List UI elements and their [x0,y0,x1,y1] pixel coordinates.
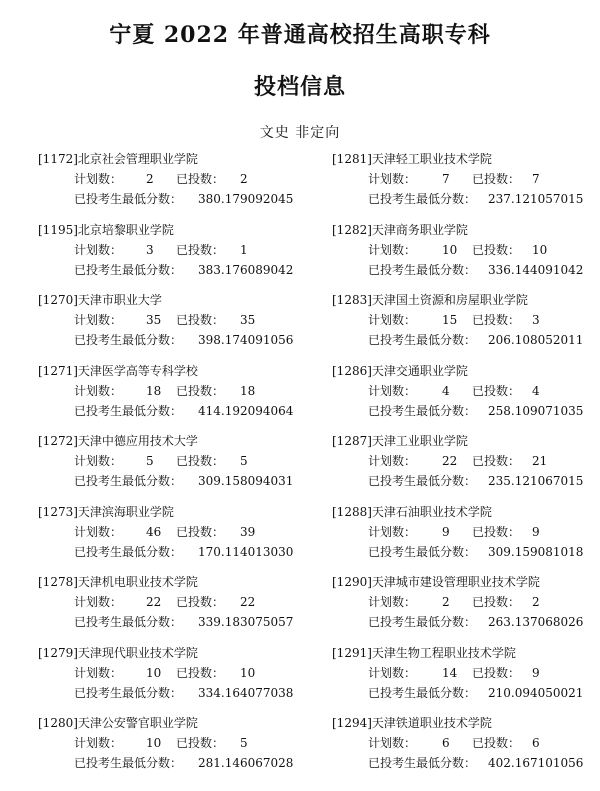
enrolled-label: 已投数： [176,383,225,398]
enrolled-value: 4 [532,383,540,398]
min-score-label: 已投考生最低分数： [74,685,183,700]
min-score-row [332,330,600,350]
plan-label: 计划数： [74,383,123,398]
left-column [38,149,308,784]
plan-label: 计划数： [74,736,123,750]
min-score-value: 263.137068026 [488,615,584,629]
enrolled-value: 35 [240,313,256,327]
min-score-label: 已投考生最低分数： [74,192,183,206]
school-name: [1291]天津生物工程职业技术学院 [332,645,516,660]
school-entry [38,290,308,361]
category-subtitle: 文史 非定向 [259,125,341,141]
enrolled-value: 1 [240,242,248,257]
plan-value: 35 [146,313,162,327]
enrolled-value: 5 [240,454,248,468]
school-name: [1271]天津医学高等专科学校 [38,363,198,378]
plan-label: 计划数： [74,313,123,327]
plan-row [332,381,600,401]
min-score-value: 206.108052011 [488,333,584,347]
school-entry [38,149,308,220]
plan-value: 2 [442,595,450,609]
enrolled-label: 已投数： [176,595,225,609]
enrolled-label: 已投数： [472,595,521,609]
plan-value: 3 [146,242,154,257]
min-score-row [332,612,600,632]
school-entry [38,220,308,291]
plan-label: 计划数： [74,595,123,609]
school-entry [38,572,308,643]
school-entry [332,643,600,714]
min-score-label: 已投考生最低分数： [368,333,477,347]
min-score-value: 235.121067015 [488,474,584,488]
enrolled-label: 已投数： [472,454,521,468]
min-score-label: 已投考生最低分数： [368,615,477,629]
min-score-row [38,189,308,209]
plan-value: 22 [146,595,162,609]
plan-row [332,663,600,683]
school-name: [1287]天津工业职业学院 [332,434,468,448]
enrolled-value: 3 [532,313,540,327]
min-score-value: 398.174091056 [198,333,294,347]
school-name: [1290]天津城市建设管理职业技术学院 [332,575,540,589]
min-score-row [332,260,600,280]
min-score-value: 383.176089042 [198,262,294,277]
enrolled-label: 已投数： [472,242,521,257]
min-score-label: 已投考生最低分数： [368,685,477,700]
plan-label: 计划数： [368,736,417,750]
enrolled-value: 10 [240,665,256,680]
min-score-value: 380.179092045 [198,192,294,206]
enrolled-label: 已投数： [176,736,225,750]
plan-value: 7 [442,172,450,186]
min-score-label: 已投考生最低分数： [74,474,183,488]
school-name: [1270]天津市职业大学 [38,293,162,307]
right-column [332,149,600,784]
plan-row [332,592,600,612]
plan-value: 22 [442,454,458,468]
plan-value: 6 [442,736,450,750]
school-name: [1278]天津机电职业技术学院 [38,575,198,589]
plan-row [38,310,308,330]
enrolled-label: 已投数： [472,313,521,327]
min-score-label: 已投考生最低分数： [74,756,183,770]
min-score-label: 已投考生最低分数： [368,262,477,277]
min-score-label: 已投考生最低分数： [368,756,477,770]
plan-label: 计划数： [368,383,417,398]
school-entry [332,220,600,291]
school-entry [38,431,308,502]
min-score-row [332,753,600,773]
min-score-row [332,471,600,491]
plan-row [332,733,600,753]
min-score-value: 170.114013030 [198,544,294,559]
min-score-row [38,330,308,350]
min-score-label: 已投考生最低分数： [368,544,477,559]
plan-value: 14 [442,665,458,680]
enrolled-value: 2 [240,172,248,186]
enrolled-value: 6 [532,736,540,750]
page-title-line2: 投档信息 [253,74,346,100]
min-score-value: 414.192094064 [198,403,294,418]
school-name: [1282]天津商务职业学院 [332,222,468,237]
school-entry [332,361,600,432]
enrolled-label: 已投数： [176,242,225,257]
page-title: 宁夏 2022 年普通高校招生高职专科 [109,22,491,48]
plan-label: 计划数： [74,242,123,257]
enrolled-label: 已投数： [176,313,225,327]
plan-label: 计划数： [368,524,417,539]
plan-row [38,169,308,189]
school-name: [1172]北京社会管理职业学院 [38,152,198,166]
enrolled-value: 39 [240,524,256,539]
min-score-row [332,542,600,562]
plan-row [332,169,600,189]
min-score-row [38,542,308,562]
min-score-row [38,471,308,491]
plan-row [38,733,308,753]
min-score-row [38,401,308,421]
plan-label: 计划数： [74,172,123,186]
min-score-value: 237.121057015 [488,192,584,206]
school-entry [332,572,600,643]
plan-label: 计划数： [368,242,417,257]
min-score-value: 258.109071035 [488,403,584,418]
plan-label: 计划数： [368,454,417,468]
plan-row [38,592,308,612]
plan-row [332,451,600,471]
enrolled-label: 已投数： [176,454,225,468]
enrolled-label: 已投数： [472,736,521,750]
enrolled-value: 2 [532,595,540,609]
enrolled-value: 10 [532,242,548,257]
school-name: [1279]天津现代职业技术学院 [38,645,198,660]
school-name: [1280]天津公安警官职业学院 [38,716,198,730]
enrolled-label: 已投数： [472,383,521,398]
min-score-row [38,683,308,703]
plan-row [38,451,308,471]
min-score-row [38,260,308,280]
plan-row [332,240,600,260]
min-score-label: 已投考生最低分数： [368,474,477,488]
plan-label: 计划数： [74,454,123,468]
plan-value: 5 [146,454,154,468]
min-score-row [38,612,308,632]
plan-value: 2 [146,172,154,186]
min-score-label: 已投考生最低分数： [74,615,183,629]
min-score-label: 已投考生最低分数： [74,403,183,418]
plan-value: 10 [442,242,458,257]
plan-value: 46 [146,524,162,539]
min-score-row [332,401,600,421]
enrolled-label: 已投数： [472,524,521,539]
min-score-value: 334.164077038 [198,685,294,700]
plan-value: 15 [442,313,458,327]
enrolled-value: 7 [532,172,540,186]
enrolled-value: 18 [240,383,256,398]
enrolled-value: 22 [240,595,256,609]
enrolled-label: 已投数： [472,665,521,680]
min-score-value: 309.158094031 [198,474,294,488]
plan-label: 计划数： [368,665,417,680]
plan-value: 10 [146,736,162,750]
school-name: [1288]天津石油职业技术学院 [332,504,492,519]
school-name: [1294]天津铁道职业技术学院 [332,716,492,730]
plan-value: 9 [442,524,450,539]
plan-row [38,522,308,542]
plan-value: 4 [442,383,450,398]
plan-row [38,381,308,401]
min-score-value: 336.144091042 [488,262,584,277]
min-score-label: 已投考生最低分数： [368,192,477,206]
min-score-row [38,753,308,773]
school-entry [332,502,600,573]
enrolled-value: 21 [532,454,548,468]
school-name: [1283]天津国土资源和房屋职业学院 [332,293,528,307]
school-entry [38,643,308,714]
school-entry [38,361,308,432]
school-entry [332,290,600,361]
school-name: [1272]天津中德应用技术大学 [38,434,198,448]
enrolled-label: 已投数： [472,172,521,186]
school-name: [1286]天津交通职业学院 [332,363,468,378]
enrolled-value: 9 [532,665,540,680]
min-score-label: 已投考生最低分数： [368,403,477,418]
min-score-row [332,189,600,209]
min-score-label: 已投考生最低分数： [74,333,183,347]
school-entry [38,502,308,573]
min-score-value: 309.159081018 [488,544,584,559]
school-name: [1281]天津轻工职业技术学院 [332,152,492,166]
min-score-value: 402.167101056 [488,756,584,770]
school-entry [332,713,600,784]
plan-row [38,240,308,260]
plan-value: 10 [146,665,162,680]
plan-label: 计划数： [368,595,417,609]
min-score-value: 210.094050021 [488,685,584,700]
plan-label: 计划数： [74,524,123,539]
min-score-row [332,683,600,703]
enrolled-label: 已投数： [176,665,225,680]
enrolled-value: 9 [532,524,540,539]
school-name: [1195]北京培黎职业学院 [38,222,174,237]
plan-label: 计划数： [368,313,417,327]
school-entry [332,149,600,220]
min-score-value: 281.146067028 [198,756,294,770]
min-score-label: 已投考生最低分数： [74,262,183,277]
school-name: [1273]天津滨海职业学院 [38,504,174,519]
school-entry [332,431,600,502]
plan-row [332,310,600,330]
enrolled-label: 已投数： [176,172,225,186]
enrolled-value: 5 [240,736,248,750]
plan-value: 18 [146,383,162,398]
school-entry [38,713,308,784]
plan-row [332,522,600,542]
plan-label: 计划数： [74,665,123,680]
min-score-label: 已投考生最低分数： [74,544,183,559]
plan-row [38,663,308,683]
enrolled-label: 已投数： [176,524,225,539]
min-score-value: 339.183075057 [198,615,294,629]
plan-label: 计划数： [368,172,417,186]
